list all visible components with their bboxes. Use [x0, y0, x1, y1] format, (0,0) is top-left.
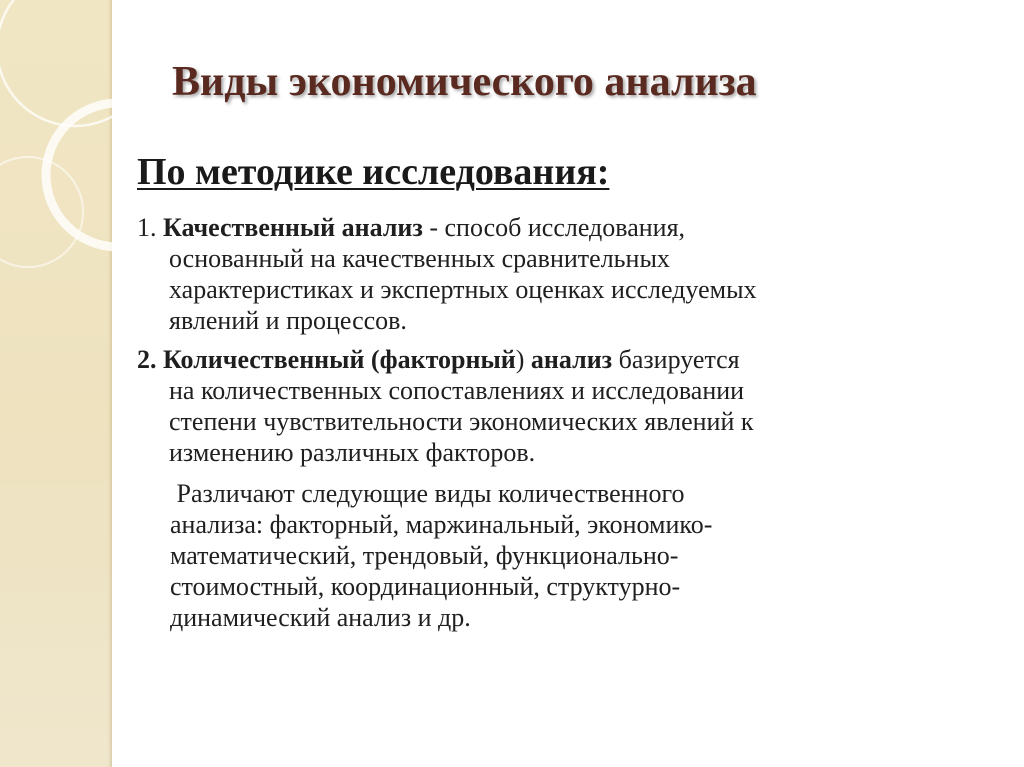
- definition-line: степени чувствительности экономических явлений к: [169, 407, 754, 436]
- slide-body: [137, 212, 987, 633]
- term-factor: факторный: [379, 345, 516, 374]
- paragraph-line: стоимостный, координационный, структурно-: [170, 572, 681, 601]
- term-analysis: анализ: [530, 345, 613, 374]
- item-number: 2.: [137, 345, 163, 374]
- definition-lead: базируется: [612, 345, 740, 374]
- definition-line: изменению различных факторов.: [169, 438, 536, 467]
- term-bracket: ): [515, 345, 531, 374]
- term-qualitative-analysis: Качественный анализ: [163, 213, 423, 242]
- list-item-quantitative: [137, 344, 987, 468]
- paragraph-line: математический, трендовый, функционально-: [170, 541, 679, 570]
- definition-line: явлений и процессов.: [169, 306, 407, 335]
- definition-line: на количественных сопоставлениях и исследовании: [169, 376, 745, 405]
- paragraph-line: динамический анализ и др.: [170, 603, 471, 632]
- item-number: 1.: [137, 213, 163, 242]
- paragraph-line: анализа: факторный, маржинальный, экономико-: [170, 510, 713, 539]
- list-item-qualitative: [137, 212, 987, 336]
- paragraph-line: Различают следующие виды количественного: [170, 479, 685, 508]
- definition-line: основанный на качественных сравнительных: [169, 244, 670, 273]
- slide-title: Виды экономического анализа: [172, 59, 757, 105]
- section-heading: По методике исследования:: [137, 151, 610, 193]
- definition-lead: - способ исследования,: [422, 213, 686, 242]
- definition-line: характеристиках и экспертных оценках исследуемых: [169, 275, 757, 304]
- list-item-first-line: [137, 212, 987, 243]
- paragraph-quantitative-types: [137, 478, 987, 633]
- term-quantitative: Количественный (: [163, 345, 380, 374]
- list-item-first-line: [137, 344, 987, 375]
